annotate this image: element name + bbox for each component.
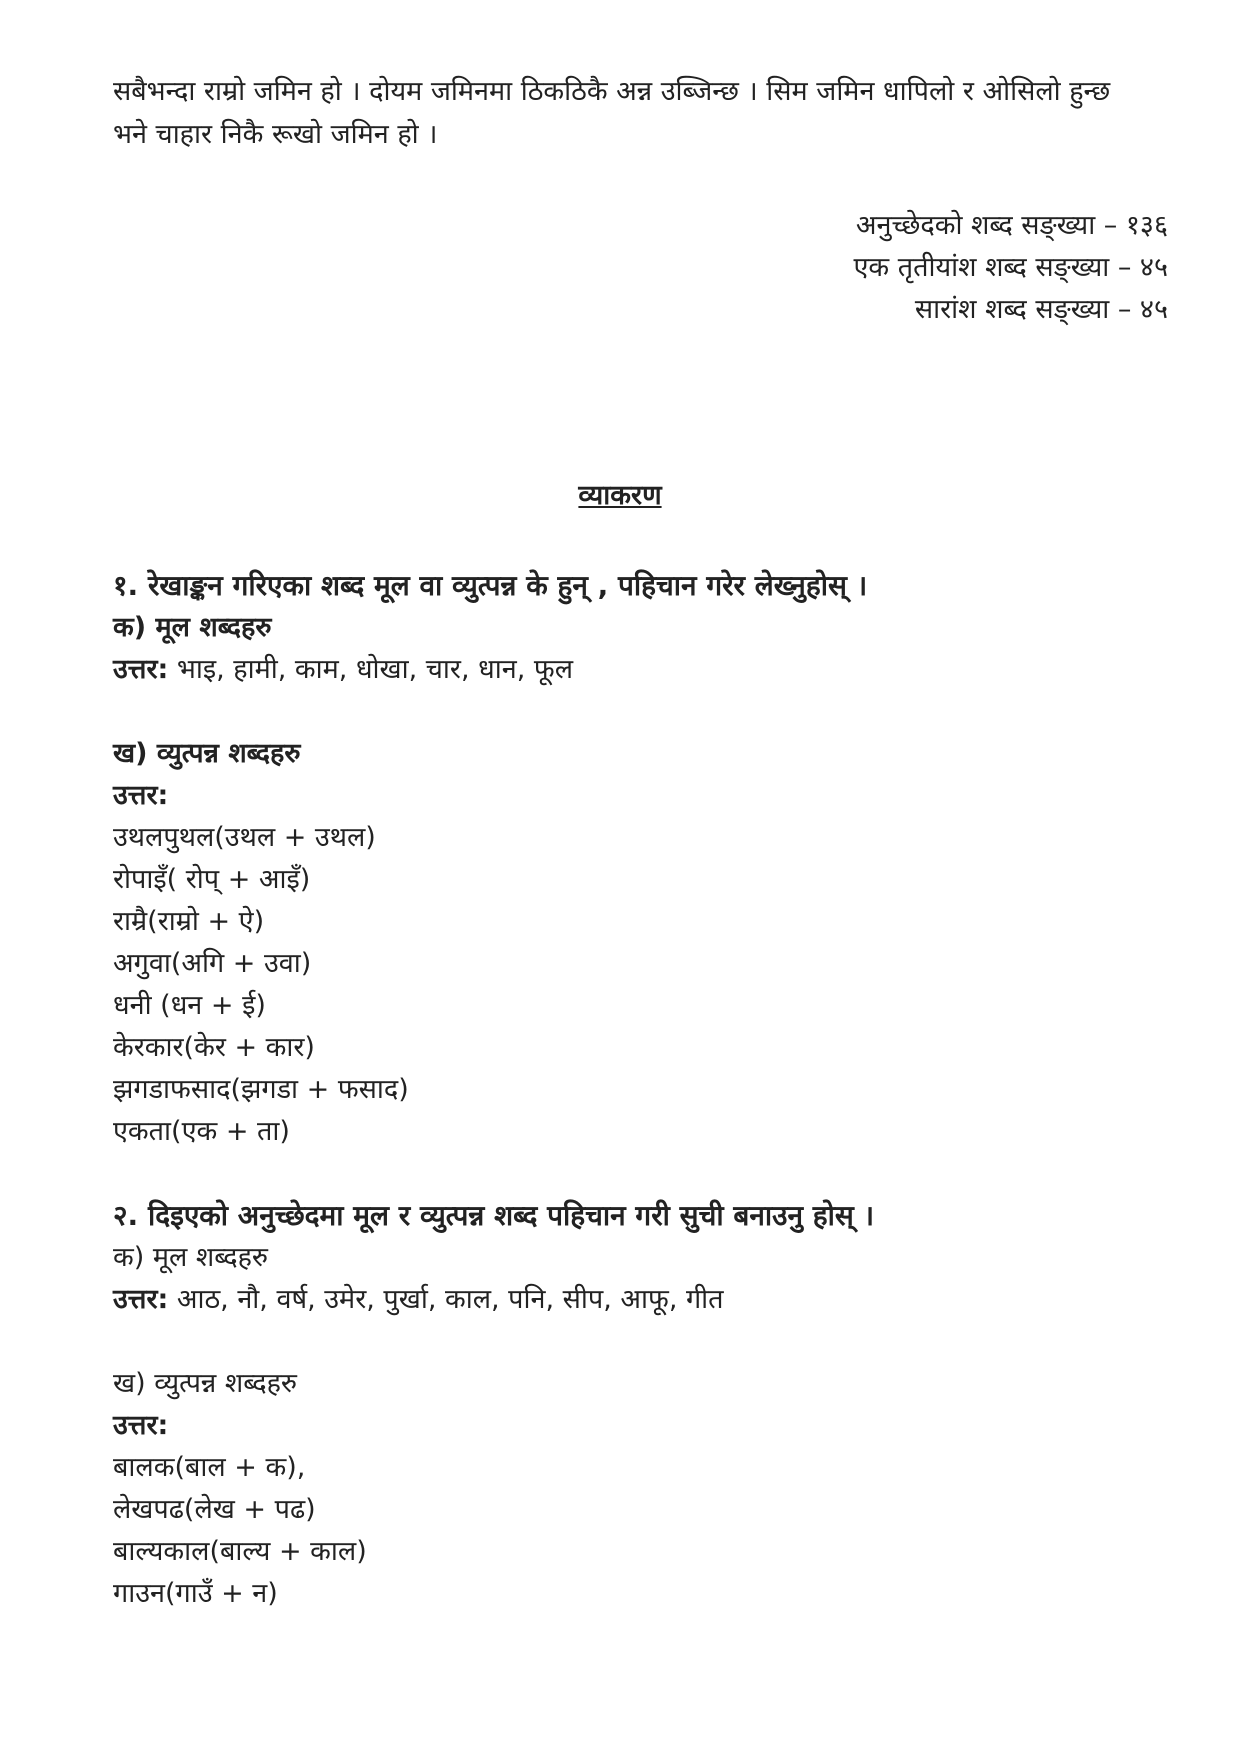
answer-label: उत्तर: (113, 1284, 169, 1315)
paragraph-word-count: अनुच्छेदको शब्द सङ्ख्या – १३६ (855, 210, 1168, 241)
intro-line-1: सबैभन्दा राम्रो जमिन हो । दोयम जमिनमा ठिकठिकै अन्न उब्जिन्छ । सिम जमिन धापिलो र ओसिलो हुन्छ (113, 76, 1111, 107)
summary-word-count: सारांश शब्द सङ्ख्या – ४५ (914, 294, 1168, 325)
list-item: झगडाफसाद(झगडा + फसाद) (113, 1074, 409, 1105)
list-item: बाल्यकाल(बाल्य + काल) (113, 1536, 367, 1567)
list-item: बालक(बाल + क), (113, 1452, 306, 1483)
section-title (0, 475, 1240, 512)
answer-text: आठ, नौ, वर्ष, उमेर, पुर्खा, काल, पनि, सीप, आफू, गीत (168, 1284, 724, 1315)
list-item: राम्रै(राम्रो + ऐ) (113, 906, 265, 937)
question-1: १. रेखाङ्कन गरिएका शब्द मूल वा व्युत्पन्न के हुन् , पहिचान गरेर लेख्नुहोस् । (113, 569, 868, 602)
q2-part-b-title: ख) व्युत्पन्न शब्दहरु (113, 1368, 298, 1399)
answer-label: उत्तर: (113, 1410, 169, 1441)
word-counts (853, 205, 1168, 331)
grammar-content (113, 565, 1153, 1615)
list-item: अगुवा(अगि + उवा) (113, 948, 312, 979)
list-item: लेखपढ(लेख + पढ) (113, 1494, 316, 1525)
spacer (113, 1153, 1153, 1195)
section-title-text: व्याकरण (578, 480, 662, 511)
spacer (113, 1321, 1153, 1363)
answer-label: उत्तर: (113, 654, 169, 685)
answer-label: उत्तर: (113, 780, 169, 811)
list-item: रोपाइँ( रोप् + आइँ) (113, 864, 311, 895)
intro-paragraph (113, 70, 1153, 156)
q1-part-b-title: ख) व्युत्पन्न शब्दहरु (113, 738, 301, 769)
spacer (113, 691, 1153, 733)
q2-part-a-answer (113, 1279, 1153, 1321)
intro-line-2: भने चाहार निकै रूखो जमिन हो । (113, 119, 438, 150)
q1-part-a-title: क) मूल शब्दहरु (113, 612, 272, 643)
list-item: उथलपुथल(उथल + उथल) (113, 822, 376, 853)
q2-part-a-title: क) मूल शब्दहरु (113, 1242, 269, 1273)
list-item: केरकार(केर + कार) (113, 1032, 315, 1063)
q1-part-a-answer (113, 649, 1153, 691)
list-item: गाउन(गाउँ + न) (113, 1578, 278, 1609)
question-2: २. दिइएको अनुच्छेदमा मूल र व्युत्पन्न शब्द पहिचान गरी सुची बनाउनु होस् । (113, 1199, 875, 1232)
one-third-word-count: एक तृतीयांश शब्द सङ्ख्या – ४५ (853, 252, 1168, 283)
answer-text: भाइ, हामी, काम, धोखा, चार, धान, फूल (168, 654, 574, 685)
list-item: धनी (धन + ई) (113, 990, 266, 1021)
list-item: एकता(एक + ता) (113, 1116, 290, 1147)
